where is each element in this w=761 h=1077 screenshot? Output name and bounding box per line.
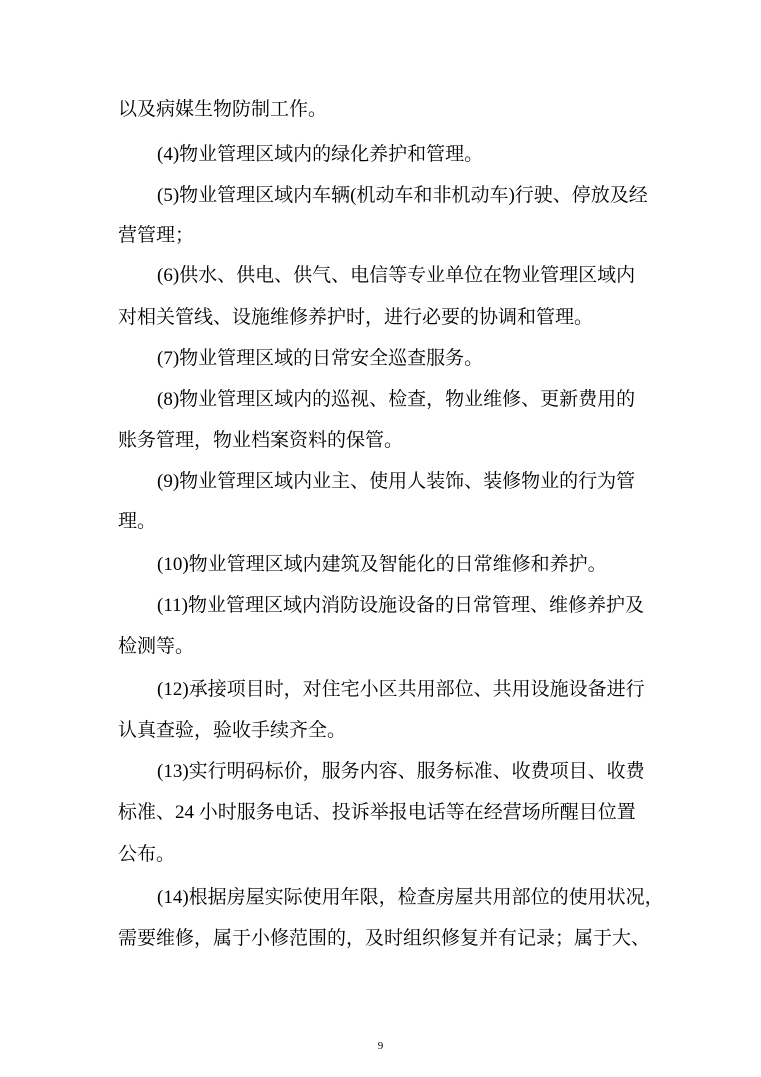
text-line: 对相关管线、设施维修养护时，进行必要的协调和管理。 — [118, 307, 594, 328]
text-line: (5)物业管理区域内车辆(机动车和非机动车)行驶、停放及经 — [157, 185, 648, 206]
text-line: 营管理； — [118, 225, 195, 246]
text-line: (13)实行明码标价，服务内容、服务标准、收费项目、收费 — [157, 761, 645, 782]
text-line: 检测等。 — [118, 636, 195, 657]
text-line: 账务管理，物业档案资料的保管。 — [118, 430, 404, 451]
page-number: 9 — [377, 1040, 384, 1052]
text-line: 理。 — [118, 511, 157, 532]
text-line: (10)物业管理区域内建筑及智能化的日常维修和养护。 — [157, 554, 607, 575]
text-line: 以及病媒生物防制工作。 — [118, 99, 328, 120]
text-line: (11)物业管理区域内消防设施设备的日常管理、维修养护及 — [157, 595, 644, 616]
text-line: (9)物业管理区域内业主、使用人装饰、装修物业的行为管 — [157, 471, 636, 492]
text-line: 认真查验，验收手续齐全。 — [118, 720, 347, 741]
text-line: 需要维修，属于小修范围的，及时组织修复并有记录；属于大、 — [118, 928, 651, 949]
text-line: (8)物业管理区域内的巡视、检查，物业维修、更新费用的 — [157, 389, 636, 410]
text-line: 公布。 — [118, 844, 176, 865]
text-line: (14)根据房屋实际使用年限，检查房屋共用部位的使用状况， — [157, 887, 664, 908]
text-line: 标准、24 小时服务电话、投诉举报电话等在经营场所醒目位置 — [118, 802, 636, 823]
text-line: (4)物业管理区域内的绿化养护和管理。 — [157, 144, 484, 165]
text-line: (6)供水、供电、供气、电信等专业单位在物业管理区域内 — [157, 265, 636, 286]
text-line: (12)承接项目时，对住宅小区共用部位、共用设施设备进行 — [157, 679, 645, 700]
text-line: (7)物业管理区域的日常安全巡查服务。 — [157, 348, 484, 369]
